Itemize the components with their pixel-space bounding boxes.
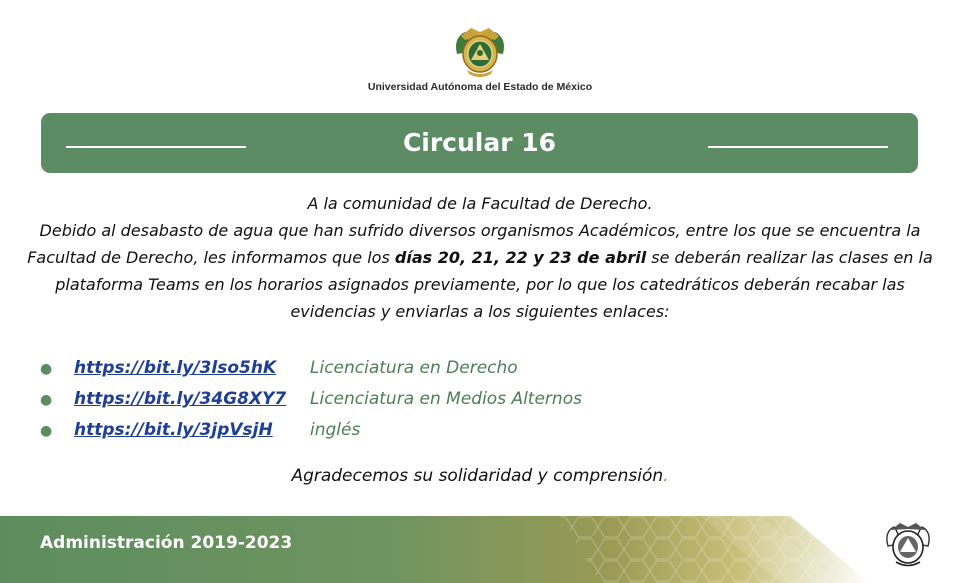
footer-crest-logo	[882, 520, 934, 570]
link-label-medios-alternos: Licenciatura en Medios Alternos	[310, 389, 582, 409]
greeting: A la comunidad de la Facultad de Derecho.	[307, 194, 653, 213]
title-banner	[41, 113, 918, 173]
link-derecho[interactable]: https://bit.ly/3lso5hK	[74, 358, 277, 378]
university-crest-logo	[451, 24, 509, 78]
closing-dot: .	[663, 466, 669, 486]
dates-highlight: días 20, 21, 22 y 23 de abril	[394, 248, 647, 267]
bullet-icon: ●	[40, 423, 53, 439]
administration-label: Administración 2019-2023	[40, 533, 293, 553]
link-ingles[interactable]: https://bit.ly/3jpVsjH	[74, 420, 273, 440]
link-list	[40, 353, 740, 446]
body-text-part1: Debido al desabasto de agua que han sufrido diversos organismos Académicos, entre los que se encuentra la Facultad de Derecho, les informamos que los	[27, 221, 921, 267]
closing-text: Agradecemos su solidaridad y comprensión	[291, 466, 664, 486]
list-item	[40, 353, 740, 384]
link-label-derecho: Licenciatura en Derecho	[310, 358, 518, 378]
banner-rule-right	[708, 146, 888, 148]
closing-message	[0, 466, 960, 486]
bullet-icon: ●	[40, 361, 53, 377]
list-item	[40, 384, 740, 415]
university-name: Universidad Autónoma del Estado de México	[367, 81, 593, 93]
body-text-part2: se deberán realizar las clases en la plataforma Teams en los horarios asignados previamente, por lo que los catedráticos deberán recabar las evidencias y enviarlas a los siguientes enlaces:	[55, 248, 933, 321]
link-label-ingles: inglés	[310, 420, 361, 440]
circular-title: Circular 16	[402, 128, 557, 157]
link-medios-alternos[interactable]: https://bit.ly/34G8XY7	[74, 389, 287, 409]
bullet-icon: ●	[40, 392, 53, 408]
footer-band	[0, 516, 960, 583]
circular-body	[20, 190, 940, 325]
list-item	[40, 415, 740, 446]
